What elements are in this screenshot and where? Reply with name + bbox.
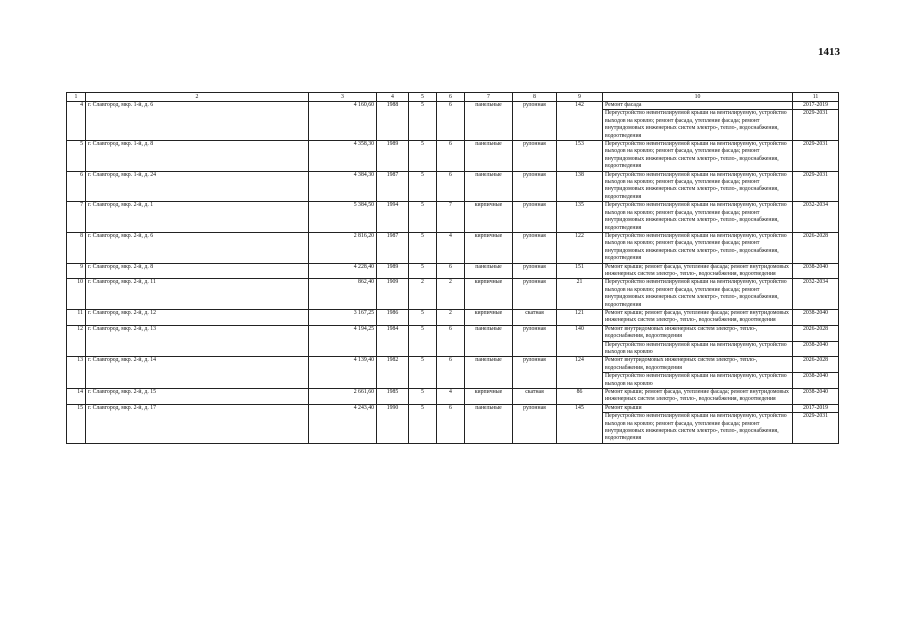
roof-type-cell: рулонная <box>513 325 557 357</box>
wall-material-cell: панельные <box>465 263 513 279</box>
work-description-cell: Переустройство невентилируемой крыши на вентилируемую, устройство выходов на кровлю <box>603 341 793 357</box>
column-header: 5 <box>409 93 437 102</box>
year-cell: 1989 <box>377 263 409 279</box>
work-description-cell: Переустройство невентилируемой крыши на вентилируемую, устройство выходов на кровлю; ремонт фасада, утепление фасада; ремонт внутридомовых инженерных систем электро-, тепло-, водоснабжения, водоотведения <box>603 413 793 444</box>
area-cell: 2 816,20 <box>309 232 377 263</box>
work-period-cell: 2029-2031 <box>793 171 839 202</box>
area-cell: 4 194,25 <box>309 325 377 357</box>
table-row <box>67 309 839 325</box>
work-period-cell: 2017-2019 <box>793 102 839 110</box>
address-cell: г. Славгород, мкр. 2-й, д. 12 <box>86 309 309 325</box>
work-description-cell: Ремонт крыши <box>603 404 793 412</box>
entrances-cell: 4 <box>437 389 465 405</box>
entrances-cell: 6 <box>437 171 465 202</box>
table-row <box>67 263 839 279</box>
roof-type-cell: рулонная <box>513 357 557 389</box>
residents-cell: 153 <box>557 141 603 172</box>
table-row <box>67 357 839 373</box>
table-row <box>67 232 839 263</box>
work-period-cell: 2038-2040 <box>793 389 839 405</box>
row-number-cell: 4 <box>67 102 86 141</box>
floors-cell: 5 <box>409 141 437 172</box>
address-cell: г. Славгород, мкр. 2-й, д. 11 <box>86 279 309 310</box>
residents-cell: 145 <box>557 404 603 443</box>
residents-cell: 121 <box>557 309 603 325</box>
work-description-cell: Ремонт крыши; ремонт фасада, утепление фасада; ремонт внутридомовых инженерных систем электро-, тепло-, водоснабжения, водоотведения <box>603 389 793 405</box>
floors-cell: 5 <box>409 263 437 279</box>
column-header: 9 <box>557 93 603 102</box>
column-header: 4 <box>377 93 409 102</box>
work-period-cell: 2026-2028 <box>793 325 839 341</box>
floors-cell: 5 <box>409 404 437 443</box>
year-cell: 1982 <box>377 357 409 389</box>
work-description-cell: Переустройство невентилируемой крыши на вентилируемую, устройство выходов на кровлю; ремонт фасада, утепление фасада; ремонт внутридомовых инженерных систем электро-, тепло-, водоснабжения, водоотведения <box>603 279 793 310</box>
roof-type-cell: рулонная <box>513 102 557 141</box>
row-number-cell: 6 <box>67 171 86 202</box>
address-cell: г. Славгород, мкр. 1-й, д. 8 <box>86 141 309 172</box>
entrances-cell: 6 <box>437 357 465 389</box>
entrances-cell: 6 <box>437 404 465 443</box>
year-cell: 1984 <box>377 325 409 357</box>
floors-cell: 5 <box>409 325 437 357</box>
area-cell: 4 358,30 <box>309 141 377 172</box>
column-header: 10 <box>603 93 793 102</box>
wall-material-cell: кирпичные <box>465 279 513 310</box>
row-number-cell: 5 <box>67 141 86 172</box>
address-cell: г. Славгород, мкр. 2-й, д. 8 <box>86 263 309 279</box>
wall-material-cell: кирпичные <box>465 232 513 263</box>
address-cell: г. Славгород, мкр. 2-й, д. 15 <box>86 389 309 405</box>
residents-cell: 140 <box>557 325 603 357</box>
row-number-cell: 7 <box>67 202 86 233</box>
address-cell: г. Славгород, мкр. 2-й, д. 14 <box>86 357 309 389</box>
floors-cell: 5 <box>409 232 437 263</box>
work-period-cell: 2017-2019 <box>793 404 839 412</box>
roof-type-cell: рулонная <box>513 171 557 202</box>
work-description-cell: Ремонт внутридомовых инженерных систем электро-, тепло-, водоснабжения, водоотведения <box>603 357 793 373</box>
row-number-cell: 8 <box>67 232 86 263</box>
floors-cell: 5 <box>409 309 437 325</box>
area-cell: 3 167,25 <box>309 309 377 325</box>
table-row <box>67 202 839 233</box>
residents-cell: 138 <box>557 171 603 202</box>
column-header: 11 <box>793 93 839 102</box>
roof-type-cell: скатная <box>513 389 557 405</box>
column-header: 2 <box>86 93 309 102</box>
roof-type-cell: скатная <box>513 309 557 325</box>
work-description-cell: Ремонт фасада <box>603 102 793 110</box>
wall-material-cell: панельные <box>465 404 513 443</box>
residents-cell: 124 <box>557 357 603 389</box>
work-description-cell: Ремонт крыши; ремонт фасада, утепление фасада; ремонт внутридомовых инженерных систем электро-, тепло-, водоснабжения, водоотведения <box>603 263 793 279</box>
address-cell: г. Славгород, мкр. 2-й, д. 17 <box>86 404 309 443</box>
roof-type-cell: рулонная <box>513 263 557 279</box>
work-period-cell: 2038-2040 <box>793 373 839 389</box>
year-cell: 1909 <box>377 279 409 310</box>
row-number-cell: 14 <box>67 389 86 405</box>
table-row <box>67 141 839 172</box>
entrances-cell: 6 <box>437 141 465 172</box>
floors-cell: 5 <box>409 102 437 141</box>
residents-cell: 135 <box>557 202 603 233</box>
address-cell: г. Славгород, мкр. 2-й, д. 1 <box>86 202 309 233</box>
residents-cell: 21 <box>557 279 603 310</box>
area-cell: 862,40 <box>309 279 377 310</box>
work-period-cell: 2026-2028 <box>793 232 839 263</box>
residents-cell: 142 <box>557 102 603 141</box>
floors-cell: 5 <box>409 389 437 405</box>
column-header: 7 <box>465 93 513 102</box>
page-number: 1413 <box>818 46 840 58</box>
area-cell: 4 160,60 <box>309 102 377 141</box>
area-cell: 2 661,60 <box>309 389 377 405</box>
work-description-cell: Переустройство невентилируемой крыши на вентилируемую, устройство выходов на кровлю; ремонт фасада, утепление фасада; ремонт внутридомовых инженерных систем электро-, тепло-, водоснабжения, водоотведения <box>603 202 793 233</box>
area-cell: 4 384,30 <box>309 171 377 202</box>
table-body <box>67 93 839 444</box>
floors-cell: 5 <box>409 171 437 202</box>
column-header: 1 <box>67 93 86 102</box>
year-cell: 1990 <box>377 404 409 443</box>
work-period-cell: 2029-2031 <box>793 141 839 172</box>
wall-material-cell: панельные <box>465 171 513 202</box>
table-row <box>67 325 839 341</box>
work-description-cell: Переустройство невентилируемой крыши на вентилируемую, устройство выходов на кровлю; ремонт фасада, утепление фасада; ремонт внутридомовых инженерных систем электро-, тепло-, водоснабжения, водоотведения <box>603 141 793 172</box>
year-cell: 1987 <box>377 171 409 202</box>
column-header: 8 <box>513 93 557 102</box>
wall-material-cell: панельные <box>465 141 513 172</box>
wall-material-cell: кирпичные <box>465 389 513 405</box>
repair-schedule-table <box>66 92 839 444</box>
address-cell: г. Славгород, мкр. 1-й, д. 6 <box>86 102 309 141</box>
row-number-cell: 13 <box>67 357 86 389</box>
year-cell: 1989 <box>377 141 409 172</box>
address-cell: г. Славгород, мкр. 2-й, д. 13 <box>86 325 309 357</box>
area-cell: 4 139,40 <box>309 357 377 389</box>
work-description-cell: Переустройство невентилируемой крыши на вентилируемую, устройство выходов на кровлю; ремонт фасада, утепление фасада; ремонт внутридомовых инженерных систем электро-, тепло-, водоснабжения, водоотведения <box>603 110 793 141</box>
year-cell: 1985 <box>377 389 409 405</box>
entrances-cell: 6 <box>437 325 465 357</box>
row-number-cell: 9 <box>67 263 86 279</box>
entrances-cell: 2 <box>437 279 465 310</box>
roof-type-cell: рулонная <box>513 404 557 443</box>
work-period-cell: 2029-2031 <box>793 413 839 444</box>
floors-cell: 5 <box>409 202 437 233</box>
work-period-cell: 2026-2028 <box>793 357 839 373</box>
year-cell: 1987 <box>377 232 409 263</box>
floors-cell: 5 <box>409 357 437 389</box>
table-row <box>67 102 839 110</box>
year-cell: 1986 <box>377 309 409 325</box>
column-header: 3 <box>309 93 377 102</box>
table-row <box>67 279 839 310</box>
work-period-cell: 2029-2031 <box>793 110 839 141</box>
roof-type-cell: рулонная <box>513 141 557 172</box>
work-description-cell: Переустройство невентилируемой крыши на вентилируемую, устройство выходов на кровлю; ремонт фасада, утепление фасада; ремонт внутридомовых инженерных систем электро-, тепло-, водоснабжения, водоотведения <box>603 171 793 202</box>
row-number-cell: 15 <box>67 404 86 443</box>
table-row <box>67 171 839 202</box>
wall-material-cell: панельные <box>465 325 513 357</box>
address-cell: г. Славгород, мкр. 2-й, д. 6 <box>86 232 309 263</box>
area-cell: 4 228,40 <box>309 263 377 279</box>
area-cell: 4 243,40 <box>309 404 377 443</box>
wall-material-cell: кирпичные <box>465 309 513 325</box>
work-description-cell: Переустройство невентилируемой крыши на вентилируемую, устройство выходов на кровлю <box>603 373 793 389</box>
row-number-cell: 11 <box>67 309 86 325</box>
entrances-cell: 2 <box>437 309 465 325</box>
work-description-cell: Ремонт крыши; ремонт фасада, утепление фасада; ремонт внутридомовых инженерных систем электро-, тепло-, водоснабжения, водоотведения <box>603 309 793 325</box>
wall-material-cell: панельные <box>465 357 513 389</box>
wall-material-cell: панельные <box>465 102 513 141</box>
entrances-cell: 6 <box>437 102 465 141</box>
work-period-cell: 2038-2040 <box>793 263 839 279</box>
entrances-cell: 4 <box>437 232 465 263</box>
work-description-cell: Переустройство невентилируемой крыши на вентилируемую, устройство выходов на кровлю; ремонт фасада, утепление фасада; ремонт внутридомовых инженерных систем электро-, тепло-, водоснабжения, водоотведения <box>603 232 793 263</box>
work-period-cell: 2032-2034 <box>793 279 839 310</box>
row-number-cell: 10 <box>67 279 86 310</box>
table-row <box>67 404 839 412</box>
work-period-cell: 2038-2040 <box>793 341 839 357</box>
column-number-row <box>67 93 839 102</box>
work-period-cell: 2038-2040 <box>793 309 839 325</box>
area-cell: 5 384,50 <box>309 202 377 233</box>
residents-cell: 122 <box>557 232 603 263</box>
row-number-cell: 12 <box>67 325 86 357</box>
roof-type-cell: рулонная <box>513 279 557 310</box>
table-row <box>67 389 839 405</box>
column-header: 6 <box>437 93 465 102</box>
floors-cell: 2 <box>409 279 437 310</box>
residents-cell: 86 <box>557 389 603 405</box>
year-cell: 1988 <box>377 102 409 141</box>
work-period-cell: 2032-2034 <box>793 202 839 233</box>
residents-cell: 151 <box>557 263 603 279</box>
entrances-cell: 7 <box>437 202 465 233</box>
entrances-cell: 6 <box>437 263 465 279</box>
work-description-cell: Ремонт внутридомовых инженерных систем электро-, тепло-, водоснабжения, водоотведения <box>603 325 793 341</box>
address-cell: г. Славгород, мкр. 1-й, д. 24 <box>86 171 309 202</box>
roof-type-cell: рулонная <box>513 232 557 263</box>
wall-material-cell: кирпичные <box>465 202 513 233</box>
roof-type-cell: рулонная <box>513 202 557 233</box>
year-cell: 1994 <box>377 202 409 233</box>
